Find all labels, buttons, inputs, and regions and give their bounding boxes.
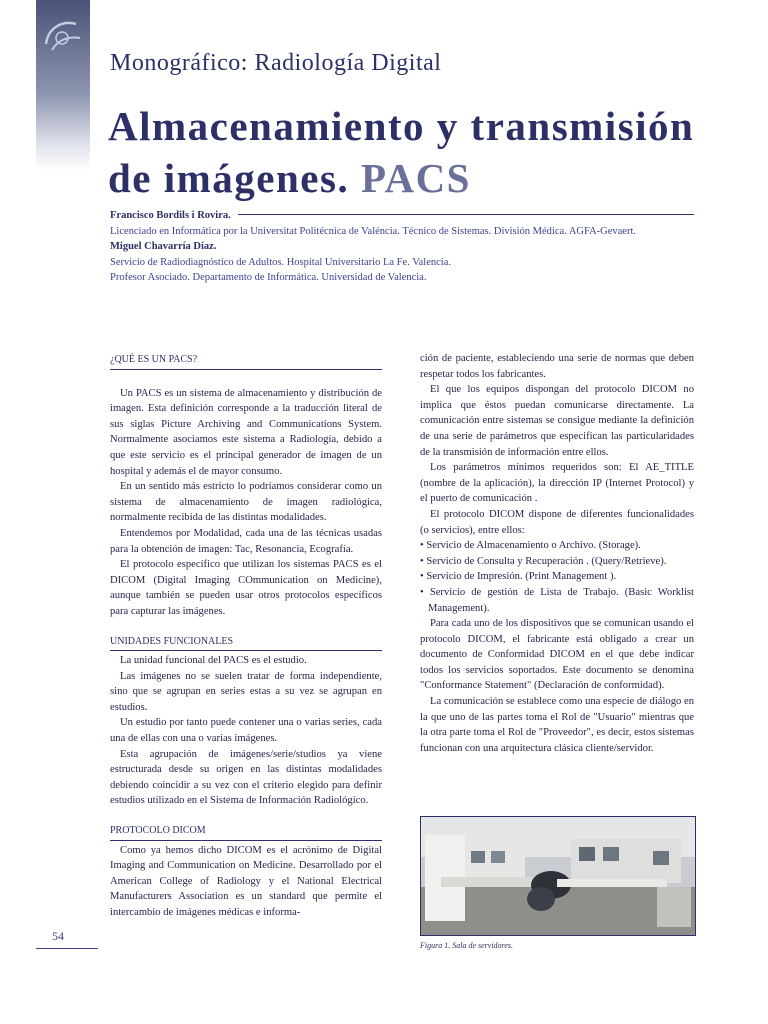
paragraph: El protocolo específico que utilizan los sistemas PACS es el DICOM (Digital Imaging COmmunication on Medicine), aunque también se pueden usar otros protocolos específicos para capturar las imágenes. <box>110 559 382 617</box>
journal-logo-icon <box>38 10 86 58</box>
author-2-affiliation-1: Servicio de Radiodiagnóstico de Adultos. Hospital Universitario La Fe. Valencia. <box>110 256 451 268</box>
section-heading-what-is-pacs: ¿QUÉ ES UN PACS? <box>110 352 382 370</box>
paragraph: Para cada uno de los dispositivos que se comunican usando el protocolo DICOM, el fabricante está obligado a crear un documento de Conformidad DICOM en el que debe indicar todos los servicios soportados. Este documento se denomina "Conformance Statement" (Declaración de conformidad). <box>420 618 694 692</box>
author-1-affiliation: Licenciado en Informática por la Universitat Politécnica de Valéncia. Técnico de Sistemas. División Médica. AGFA-Gevaert. <box>110 225 636 237</box>
section-heading-dicom-protocol: PROTOCOLO DICOM <box>110 823 382 841</box>
right-column <box>420 351 694 756</box>
paragraph: Un estudio por tanto puede contener una o varias series, cada una de ellas con una o varias imágenes. <box>110 717 382 745</box>
title-line-2 <box>108 152 728 204</box>
paragraph: Esta agrupación de imágenes/serie/studios ya viene estructurada desde su origen en las distintas modalidades debiendo coincidir a su vez con el criterio elegido para definir estudios utilizado en el Sistema de Información Radiológico. <box>110 748 382 807</box>
page-number: 54 <box>52 929 64 943</box>
article-title <box>108 100 728 204</box>
section-kicker: Monográfico: Radiología Digital <box>110 50 442 76</box>
paragraph: Entendemos por Modalidad, cada una de las técnicas usadas para la obtención de imagen: Tac, Resonancia, Ecografía. <box>110 527 382 555</box>
paragraph: Como ya hemos dicho DICOM es el acrónimo de Digital Imaging and Communication on Medicine. Desarrollado por el American College of Radiology y el National Electrical Manufacturers Association es un standard que permite el intercambio de imágenes médicas e informa- <box>110 844 382 918</box>
title-line-1: Almacenamiento y transmisión <box>108 103 695 149</box>
paragraph: La comunicación se establece como una especie de diálogo en la que uno de las partes toma el Rol de "Usuario" mientras que la otra parte toma el Rol de "Proveedor", es decir, estos sistemas funcionan con una arquitectura clásica cliente/servidor. <box>420 696 694 754</box>
list-item: • Servicio de Consulta y Recuperación . (Query/Retrieve). <box>420 554 694 570</box>
page-number-rule <box>36 948 98 949</box>
paragraph: El que los equipos dispongan del protocolo DICOM no implica que éstos puedan comunicarse directamente. La comunicación entre sistemas se consigue mediante la definición de una serie de parámetros que especifican las particularidades de la transmisión de información entre ellos. <box>420 384 694 458</box>
left-column <box>110 352 382 921</box>
list-item: • Servicio de Almacenamiento o Archivo. (Storage). <box>420 538 694 554</box>
dicom-services-list <box>420 538 694 616</box>
server-room-illustration <box>421 817 695 935</box>
title-accent: PACS <box>360 155 471 201</box>
paragraph: En un sentido más estricto lo podríamos considerar como un sistema de almacenamiento de imagen radiológica, normalmente recibida de las distintas modalidades. <box>110 481 382 524</box>
list-item: • Servicio de gestión de Lista de Trabajo. (Basic Worklist Management). <box>420 585 694 616</box>
paragraph: El protocolo DICOM dispone de diferentes funcionalidades (o servicios), entre ellos: <box>420 508 694 536</box>
paragraph: Los parámetros mínimos requeridos son: El AE_TITLE (nombre de la aplicación), la dirección IP (Internet Protocol) y el puerto de comunicación . <box>420 462 694 505</box>
author-2-name: Miguel Chavarría Díaz. <box>110 241 217 252</box>
paragraph: Las imágenes no se suelen tratar de forma independiente, sino que se agrupan en series estas a su vez se agrupan en estudios. <box>110 670 382 713</box>
author-2-affiliation-2: Profesor Asociado. Departamento de Informática. Universidad de Valencia. <box>110 272 427 283</box>
title-line-2-text: de imágenes. <box>108 155 361 201</box>
author-1-name: Francisco Bordils i Rovira. <box>110 210 231 221</box>
section-heading-functional-units: UNIDADES FUNCIONALES <box>110 634 382 652</box>
server-room-photo <box>420 816 696 936</box>
list-item: • Servicio de Impresión. (Print Management ). <box>420 569 694 585</box>
figure-caption: Figura 1. Sala de servidores. <box>420 941 514 950</box>
paragraph: La unidad funcional del PACS es el estudio. <box>120 655 307 667</box>
paragraph: ción de paciente, estableciendo una serie de normas que deben respetar todos los fabricantes. <box>420 353 694 380</box>
paragraph: Un PACS es un sistema de almacenamiento y distribución de imagen. Esta definición corresponde a la traducción literal de sus siglas Picture Archiving and Communications System. Normalmente asociamos este sistema a Radiología, debido a que este servicio es el principal generador de imagen de un hospital y además el de mayor consumo. <box>110 387 382 477</box>
author-block <box>110 208 710 286</box>
